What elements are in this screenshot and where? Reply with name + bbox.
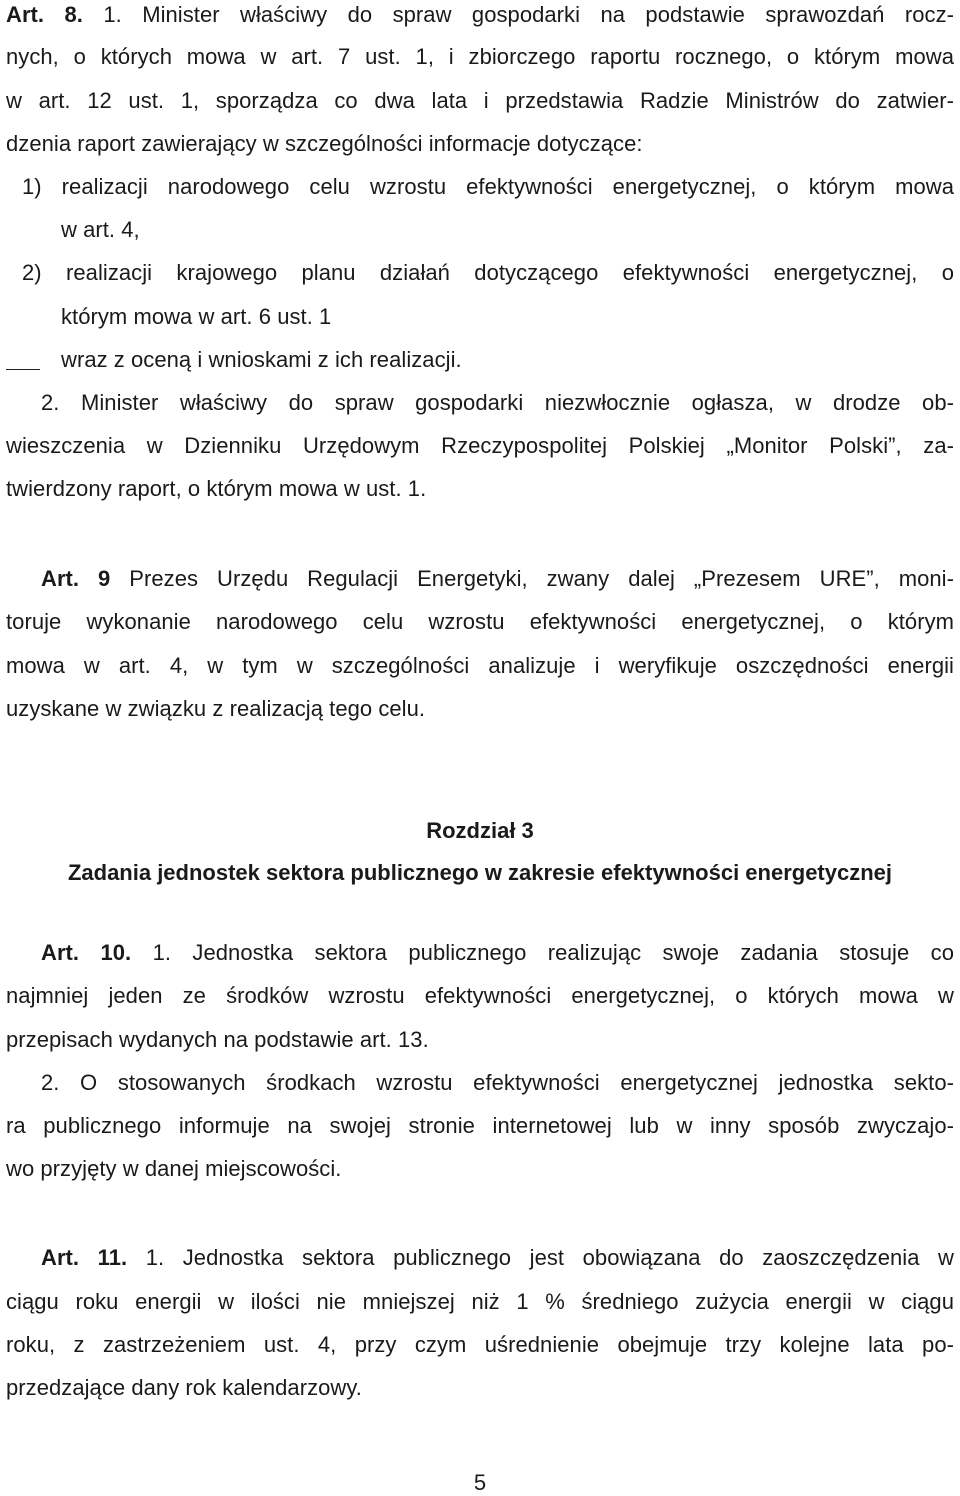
art8-p2-line-3: twierdzony raport, o którym mowa w ust. 1. (6, 476, 427, 501)
art8-dash-line: wraz z oceną i wnioskami z ich realizacji. (61, 347, 462, 372)
chapter-title: Zadania jednostek sektora publicznego w zakresie efektywności energetycznej (67, 860, 893, 885)
art11-line-3: roku, z zastrzeżeniem ust. 4, przy czym uśrednienie obejmuje trzy kolejne lata po- (6, 1332, 954, 1357)
art8-item-2-line-1: 2) realizacji krajowego planu działań dotyczącego efektywności energetycznej, o (22, 260, 954, 285)
art8-p2-line-2: wieszczenia w Dzienniku Urzędowym Rzeczypospolitej Polskiej „Monitor Polski”, za- (6, 433, 954, 458)
art8-line-1 (6, 0, 954, 30)
art9-line-1-text: Prezes Urzędu Regulacji Energetyki, zwany dalej „Prezesem URE”, moni- (110, 566, 954, 591)
art9-line-4: uzyskane w związku z realizacją tego celu. (6, 696, 426, 721)
art9-line-3: mowa w art. 4, w tym w szczególności analizuje i weryfikuje oszczędności energii (6, 653, 954, 678)
art8-line-4: dzenia raport zawierający w szczególności informacje dotyczące: (6, 131, 643, 156)
art8-item-2-line-2: którym mowa w art. 6 ust. 1 (61, 304, 332, 329)
art10-line-1 (41, 938, 954, 968)
art8-line-2: nych, o których mowa w art. 7 ust. 1, i zbiorczego raportu rocznego, o którym mowa (6, 44, 954, 69)
art10-p2-line-3: wo przyjęty w danej miejscowości. (6, 1156, 342, 1181)
dash-marker (6, 369, 40, 370)
art10-label: Art. 10. (41, 940, 132, 965)
page-number: 5 (473, 1470, 487, 1495)
art11-line-1 (41, 1243, 954, 1273)
art11-line-4: przedzające dany rok kalendarzowy. (6, 1375, 362, 1400)
art8-label: Art. 8. (6, 2, 83, 27)
art10-line-1-text: 1. Jednostka sektora publicznego realizując swoje zadania stosuje co (131, 940, 954, 965)
art9-line-1 (41, 564, 954, 594)
art9-line-2: toruje wykonanie narodowego celu wzrostu efektywności energetycznej, o którym (6, 609, 954, 634)
art10-line-3: przepisach wydanych na podstawie art. 13. (6, 1027, 429, 1052)
art8-line-1-text: 1. Minister właściwy do spraw gospodarki na podstawie sprawozdań rocz- (82, 2, 955, 27)
chapter-number: Rozdział 3 (426, 818, 534, 843)
art8-line-3: w art. 12 ust. 1, sporządza co dwa lata i przedstawia Radzie Ministrów do zatwier- (6, 88, 954, 113)
art10-p2-line-2: ra publicznego informuje na swojej stronie internetowej lub w inny sposób zwyczajo- (6, 1113, 954, 1138)
art11-label: Art. 11. (41, 1245, 128, 1270)
art8-item-1-line-2: w art. 4, (61, 217, 140, 242)
art11-line-1-text: 1. Jednostka sektora publicznego jest obowiązana do zaoszczędzenia w (127, 1245, 954, 1270)
art8-p2-line-1: 2. Minister właściwy do spraw gospodarki niezwłocznie ogłasza, w drodze ob- (41, 390, 954, 415)
art10-line-2: najmniej jeden ze środków wzrostu efektywności energetycznej, o których mowa w (6, 983, 954, 1008)
art10-p2-line-1: 2. O stosowanych środkach wzrostu efektywności energetycznej jednostka sekto- (41, 1070, 954, 1095)
art9-label: Art. 9 (41, 566, 111, 591)
art8-item-1-line-1: 1) realizacji narodowego celu wzrostu efektywności energetycznej, o którym mowa (22, 174, 954, 199)
art11-line-2: ciągu roku energii w ilości nie mniejszej niż 1 % średniego zużycia energii w ciągu (6, 1289, 954, 1314)
